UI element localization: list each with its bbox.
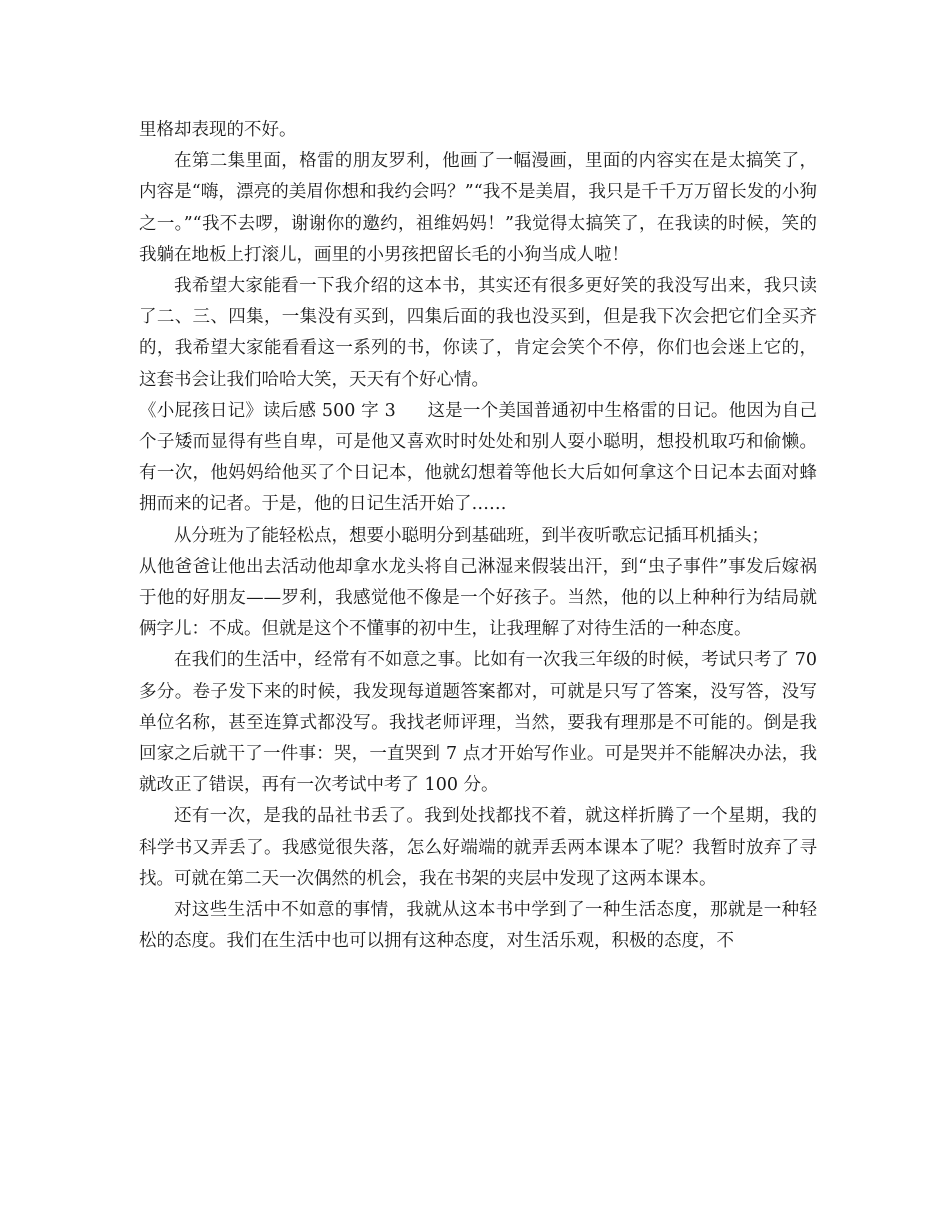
paragraph-comic-story: 在第二集里面，格雷的朋友罗利，他画了一幅漫画，里面的内容实在是太搞笑了，内容是“嗨，漂亮的美眉你想和我约会吗？”“我不是美眉，我只是千千万万留长发的小狗之一。”“我不去啰，谢谢你的邀约，祖维妈妈！”我觉得太搞笑了，在我读的时候，笑的我躺在地板上打滚儿，画里的小男孩把留长毛的小狗当成人啦！ — [139, 151, 817, 265]
paragraph-intro: 这是一个美国普通初中生格雷的日记。他因为自己个子矮而显得有些自卑，可是他又喜欢时时处处和别人耍小聪明，想投机取巧和偷懒。有一次，他妈妈给他买了个日记本，他就幻想着等他长大后如何拿这个日记本去面对蜂拥而来的记者。于是，他的日记生活开始了…… — [139, 400, 817, 515]
paragraph-examples: 从他爸爸让他出去活动他却拿水龙头将自己淋湿来假装出汗，到“虫子事件”事发后嫁祸于他的好朋友——罗利，我感觉他不像是一个好孩子。当然，他的以上种种行为结局就俩字儿：不成。但就是这个不懂事的初中生，让我理解了对待生活的一种态度。 — [139, 556, 817, 640]
section-heading-line — [139, 396, 817, 521]
paragraph-exam-story: 在我们的生活中，经常有不如意之事。比如有一次我三年级的时候，考试只考了 70 多分。卷子发下来的时候，我发现每道题答案都对，可就是只写了答案，没写答，没写单位名称，甚至连算式都没写。我找老师评理，当然，要我有理那是不可能的。倒是我回家之后就干了一件事：哭，一直哭到 7 点才开始写作业。可是哭并不能解决办法，我就改正了错误，再有一次考试中考了 100 分。 — [139, 650, 817, 796]
paragraph-attitude: 对这些生活中不如意的事情，我就从这本书中学到了一种生活态度，那就是一种轻松的态度。我们在生活中也可以拥有这种态度，对生活乐观，积极的态度，不 — [139, 900, 817, 952]
paragraph-continuation: 里格却表现的不好。 — [139, 120, 297, 140]
paragraph-recommendation: 我希望大家能看一下我介绍的这本书，其实还有很多更好笑的我没写出来，我只读了二、三、四集，一集没有买到，四集后面的我也没买到，但是我下次会把它们全买齐的，我希望大家能看看这一系列的书，你读了，肯定会笑个不停，你们也会迷上它的，这套书会让我们哈哈大笑，天天有个好心情。 — [139, 276, 817, 390]
paragraph-lost-books: 还有一次，是我的品社书丢了。我到处找都找不着，就这样折腾了一个星期，我的科学书又弄丢了。我感觉很失落，怎么好端端的就弄丢两本课本了呢？我暂时放弃了寻找。可就在第二天一次偶然的机会，我在书架的夹层中发现了这两本课本。 — [139, 806, 817, 889]
paragraph-examples-first-line: 从分班为了能轻松点，想要小聪明分到基础班，到半夜听歌忘记插耳机插头； — [174, 525, 769, 546]
document-body — [139, 115, 817, 957]
section-title: 《小屁孩日记》读后感 500 字 3 — [139, 400, 396, 421]
